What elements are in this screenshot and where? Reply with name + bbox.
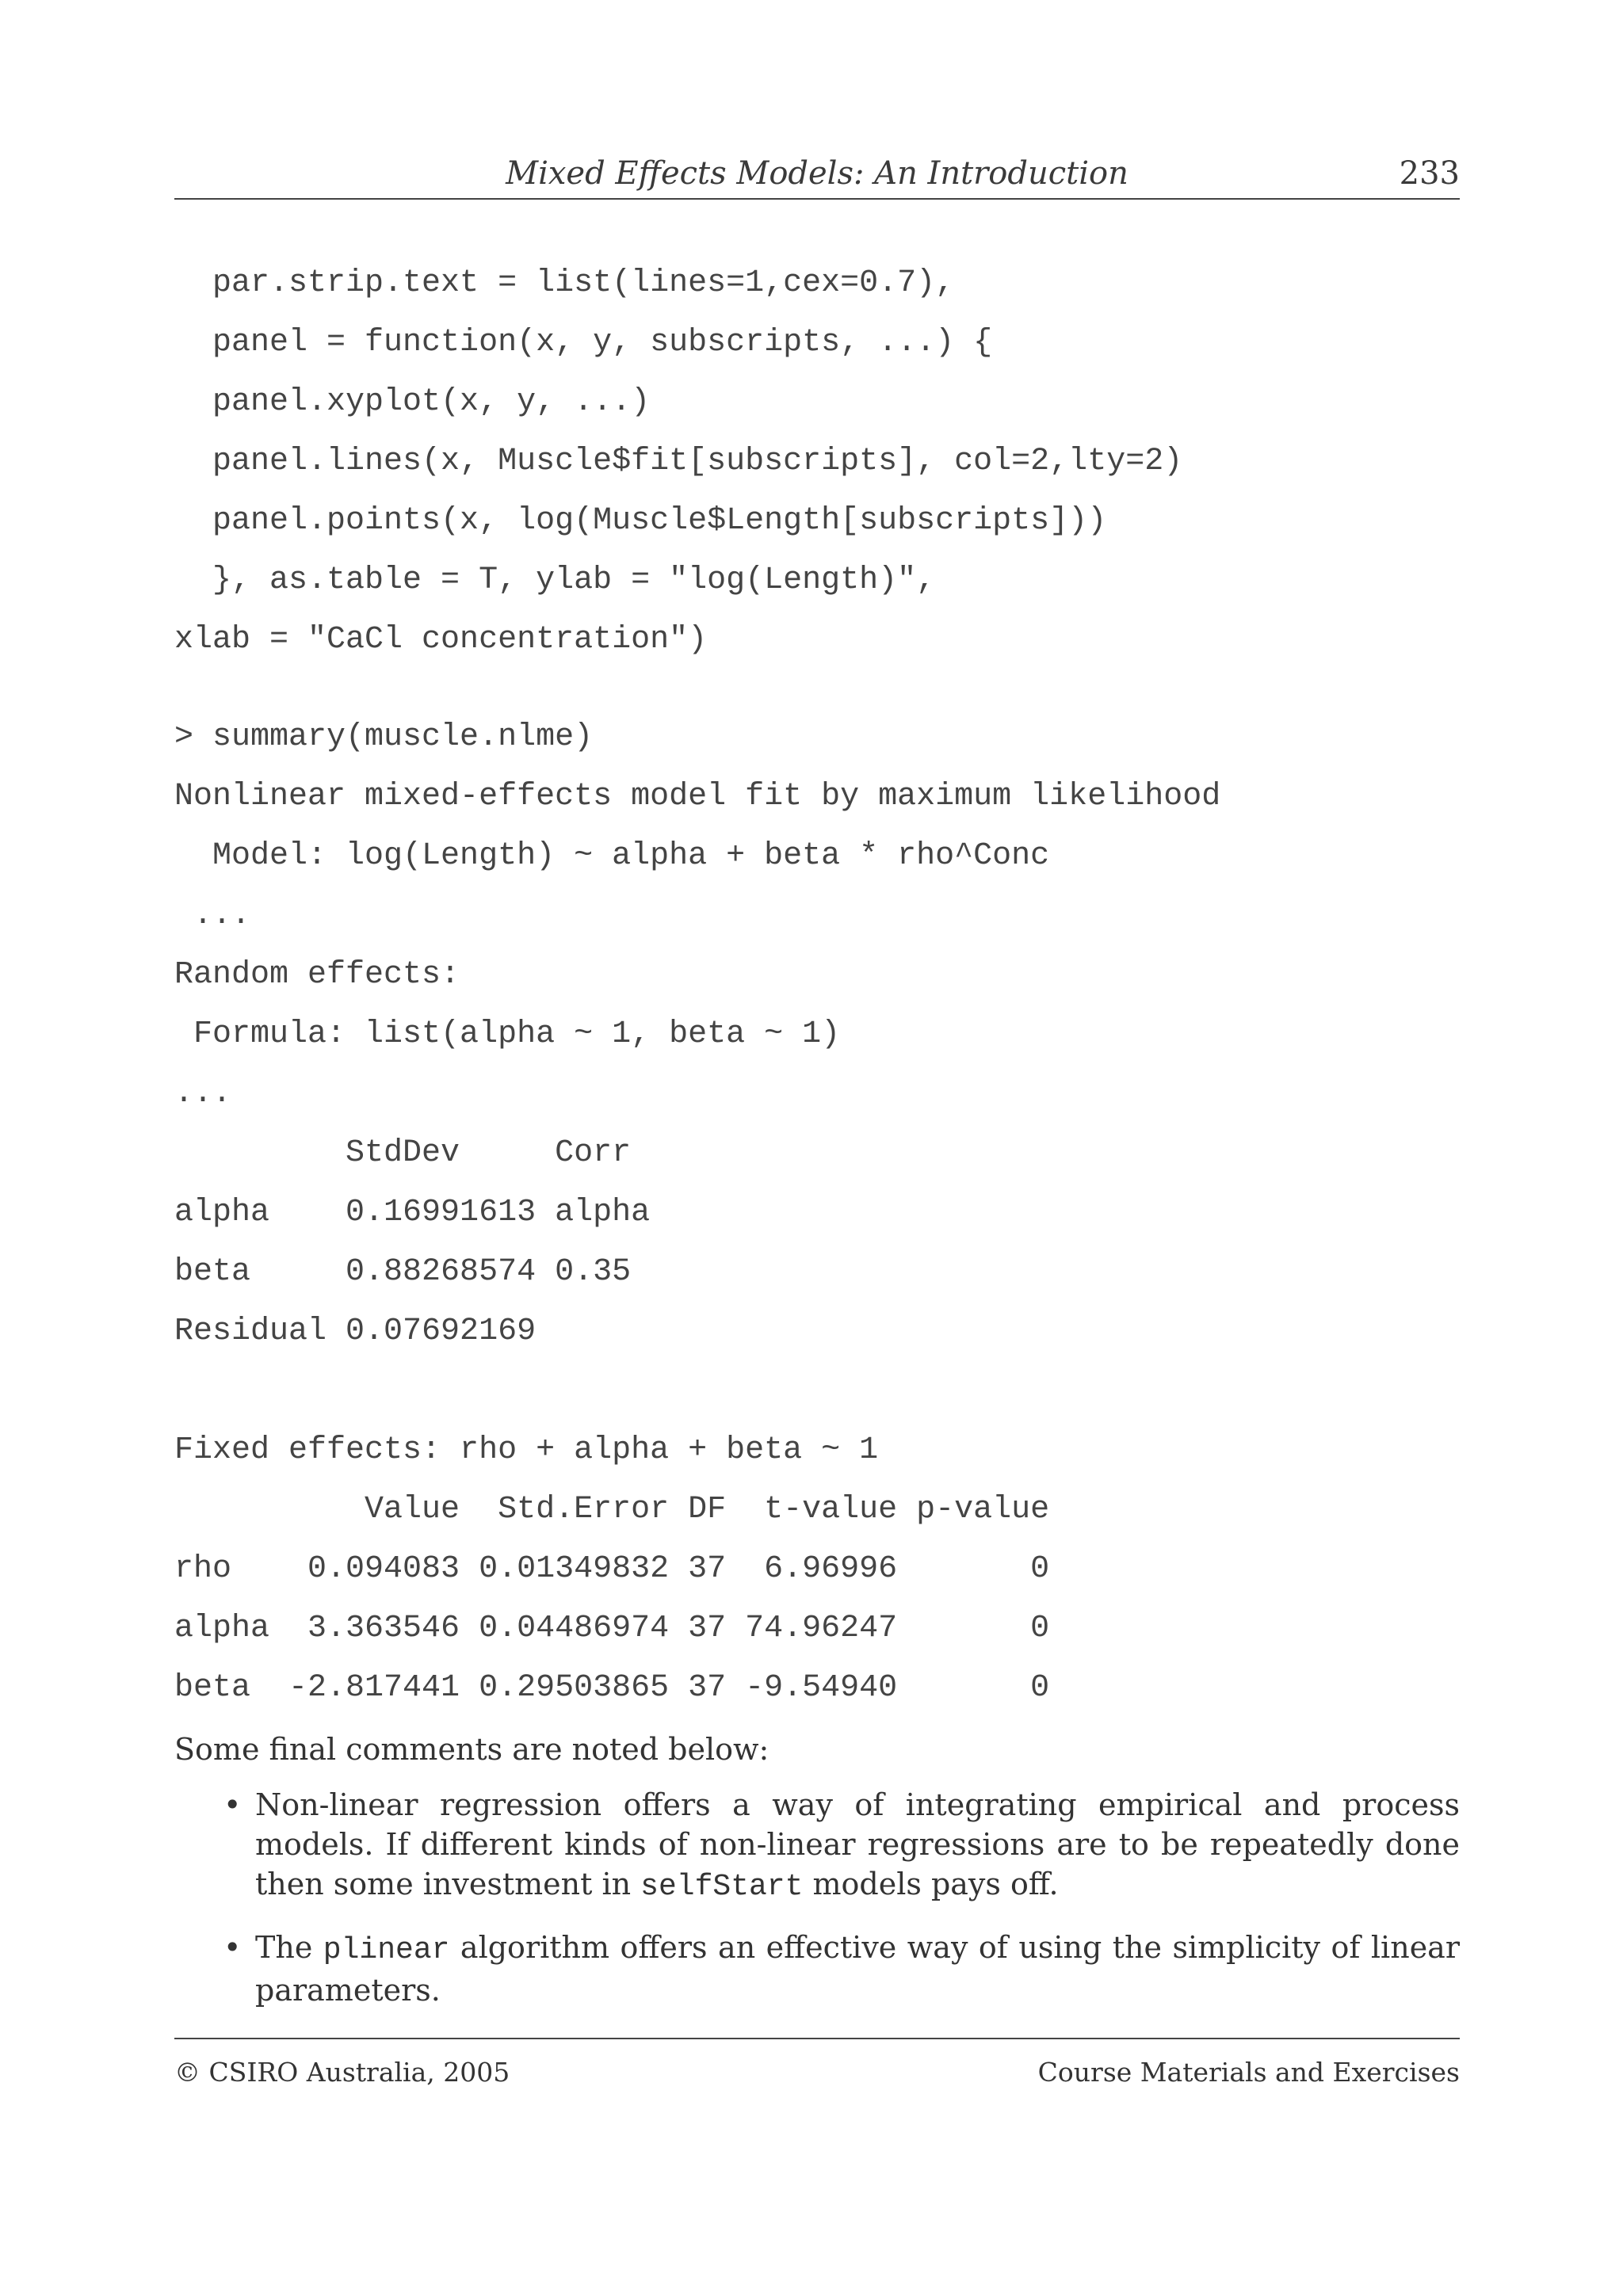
list-item-text: algorithm offers an effective way of using the simplicity of linear parameters. bbox=[255, 1930, 1460, 2008]
code-line: Fixed effects: rho + alpha + beta ~ 1 bbox=[174, 1432, 879, 1468]
code-block-nlme-summary bbox=[174, 707, 1220, 1718]
code-line: Formula: list(alpha ~ 1, beta ~ 1) bbox=[174, 1016, 841, 1052]
code-line: rho 0.094083 0.01349832 37 6.96996 0 bbox=[174, 1551, 1050, 1587]
code-line: panel.points(x, log(Muscle$Length[subscripts])) bbox=[174, 503, 1107, 539]
bullet-glyph: • bbox=[223, 1930, 242, 1965]
list-item-text: models pays off. bbox=[803, 1867, 1059, 1901]
list-item-text: The bbox=[255, 1930, 323, 1965]
code-line: Model: log(Length) ~ alpha + beta * rho^Conc bbox=[174, 838, 1050, 874]
inline-code: selfStart bbox=[640, 1870, 804, 1904]
code-line: panel.xyplot(x, y, ...) bbox=[174, 384, 651, 420]
list-item bbox=[174, 1785, 1460, 1907]
list-item-text: Non-linear regression offers a way of integrating empirical and process models. If different kinds of non-linear regressions are to be repeatedly done then some investment in bbox=[255, 1787, 1460, 1901]
code-block-trellis-plot bbox=[174, 254, 1182, 669]
code-line: alpha 0.16991613 alpha bbox=[174, 1195, 651, 1230]
code-line: Nonlinear mixed-effects model fit by maximum likelihood bbox=[174, 779, 1221, 814]
running-title: Mixed Effects Models: An Introduction bbox=[506, 155, 1128, 192]
footer-course-title: Course Materials and Exercises bbox=[1037, 2057, 1460, 2088]
code-line: ... bbox=[174, 1076, 232, 1112]
code-line: Value Std.Error DF t-value p-value bbox=[174, 1492, 1050, 1527]
comment-list bbox=[174, 1785, 1460, 2031]
code-line: Random effects: bbox=[174, 957, 460, 993]
lead-sentence: Some final comments are noted below: bbox=[174, 1732, 769, 1767]
code-line: Residual 0.07692169 bbox=[174, 1314, 537, 1349]
page-number: 233 bbox=[1399, 155, 1460, 192]
code-line: ... bbox=[174, 898, 251, 933]
code-line: panel.lines(x, Muscle$fit[subscripts], col=2,lty=2) bbox=[174, 444, 1183, 479]
code-line: xlab = "CaCl concentration") bbox=[174, 622, 708, 658]
page-footer bbox=[174, 2038, 1460, 2088]
code-line: StdDev Corr bbox=[174, 1135, 632, 1171]
running-header bbox=[174, 149, 1460, 200]
code-line bbox=[174, 1373, 193, 1409]
code-line: beta 0.88268574 0.35 bbox=[174, 1254, 632, 1290]
code-line: beta -2.817441 0.29503865 37 -9.54940 0 bbox=[174, 1670, 1050, 1706]
list-item bbox=[174, 1928, 1460, 2010]
copyright-notice: © CSIRO Australia, 2005 bbox=[174, 2057, 510, 2088]
code-line: alpha 3.363546 0.04486974 37 74.96247 0 bbox=[174, 1611, 1050, 1646]
code-line: }, as.table = T, ylab = "log(Length)", bbox=[174, 563, 936, 598]
code-line: panel = function(x, y, subscripts, ...) { bbox=[174, 325, 993, 360]
inline-code: plinear bbox=[323, 1933, 450, 1967]
code-line: par.strip.text = list(lines=1,cex=0.7), bbox=[174, 265, 955, 301]
bullet-glyph: • bbox=[223, 1787, 242, 1822]
code-line: > summary(muscle.nlme) bbox=[174, 719, 594, 755]
